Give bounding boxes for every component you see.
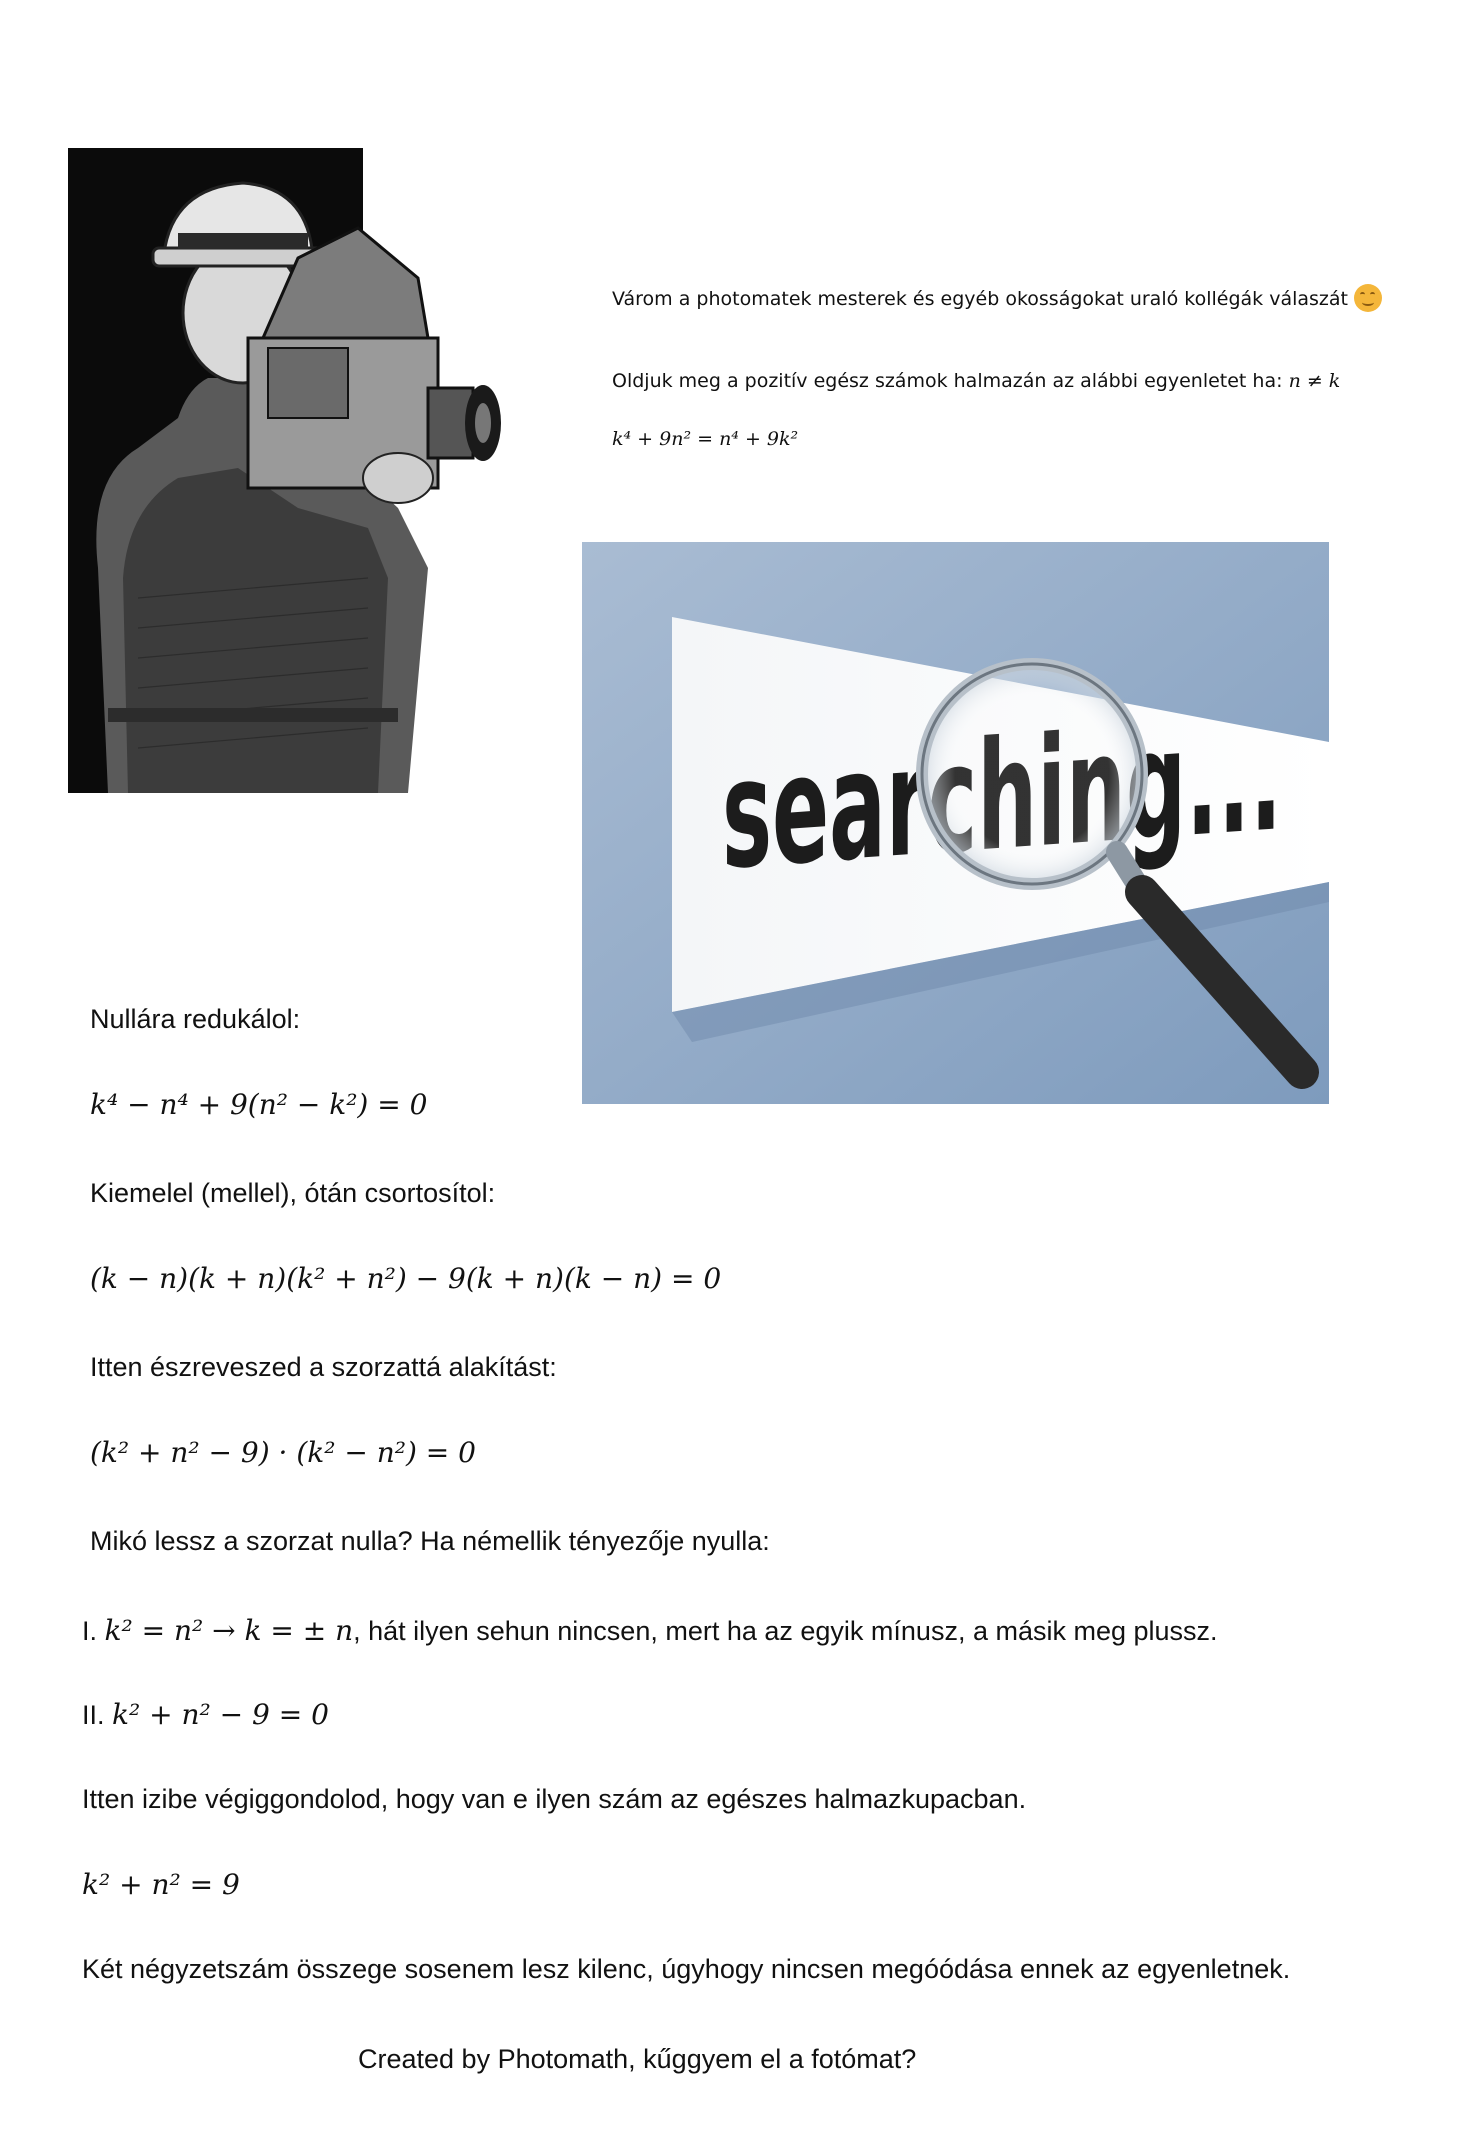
reduce-label: Nullára redukálol: bbox=[90, 1004, 301, 1034]
smiling-emoji-icon bbox=[1354, 284, 1382, 312]
case-2 bbox=[82, 1698, 329, 1731]
case-1 bbox=[82, 1614, 1218, 1647]
notice-equation: (k² + n² − 9) · (k² − n²) = 0 bbox=[90, 1436, 476, 1469]
condition-math: n ≠ k bbox=[1288, 370, 1341, 392]
case-2-math: k² + n² − 9 = 0 bbox=[112, 1698, 329, 1731]
sum-equation: k² + n² = 9 bbox=[82, 1868, 240, 1901]
searching-image bbox=[582, 542, 1329, 1104]
reduce-equation: k⁴ − n⁴ + 9(n² − k²) = 0 bbox=[90, 1088, 428, 1121]
think-label: Itten izibe végiggondolod, hogy van e ilyen szám az egészes halmazkupacban. bbox=[82, 1784, 1027, 1814]
case-1-math: k² = n² → k = ± n bbox=[104, 1614, 354, 1647]
intro-equation: k⁴ + 9n² = n⁴ + 9k² bbox=[612, 428, 799, 450]
case-1-text: , hát ilyen sehun nincsen, mert ha az egyik mínusz, a másik meg plussz. bbox=[353, 1616, 1218, 1646]
intro-line-1 bbox=[612, 284, 1382, 312]
notice-label: Itten észreveszed a szorzattá alakítást: bbox=[90, 1352, 557, 1382]
footer-credit: Created by Photomath, kűggyem el a fotómat? bbox=[358, 2044, 917, 2074]
factor-equation: (k − n)(k + n)(k² + n²) − 9(k + n)(k − n) = 0 bbox=[90, 1262, 722, 1295]
conclusion: Két négyzetszám összege sosenem lesz kilenc, úgyhogy nincsen megóódása ennek az egyenletnek. bbox=[82, 1954, 1291, 1984]
intro-line-2 bbox=[612, 370, 1340, 392]
factor-label: Kiemelel (mellel), ótán csortosítol: bbox=[90, 1178, 496, 1208]
case-2-prefix: II. bbox=[82, 1700, 105, 1730]
case-1-prefix: I. bbox=[82, 1616, 98, 1646]
cameraman-illustration bbox=[68, 148, 503, 793]
intro-line-2-text: Oldjuk meg a pozitív egész számok halmazán az alábbi egyenletet ha: bbox=[612, 370, 1283, 392]
zero-label: Mikó lessz a szorzat nulla? Ha némellik tényezője nyulla: bbox=[90, 1526, 770, 1556]
intro-line-1-text: Várom a photomatek mesterek és egyéb okosságokat uraló kollégák válaszát bbox=[612, 288, 1348, 310]
